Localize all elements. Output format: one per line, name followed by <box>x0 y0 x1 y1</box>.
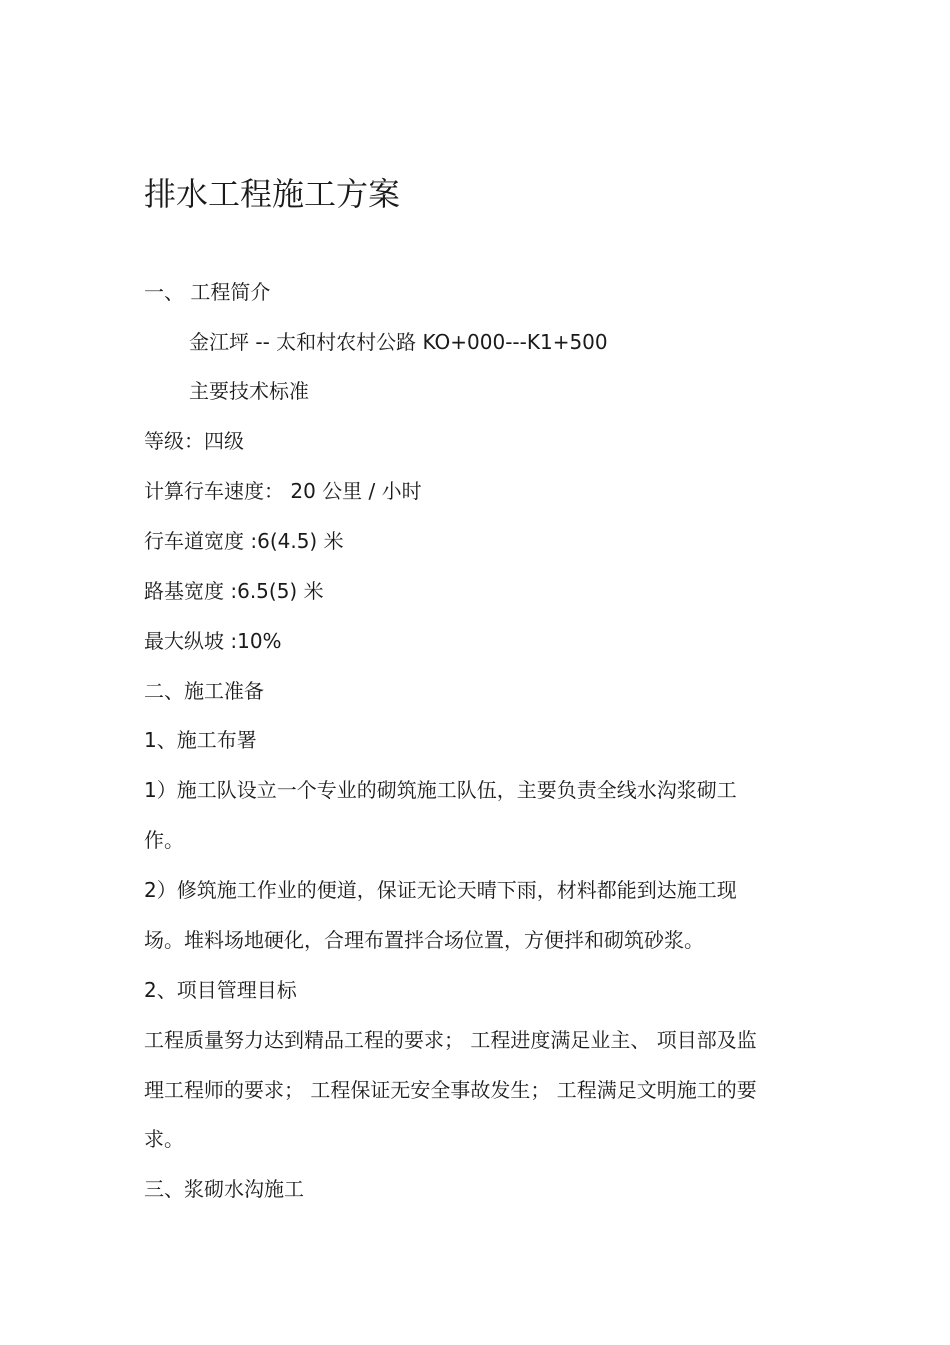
subsection-heading-1: 1、施工布署 <box>144 728 257 752</box>
lane-width-line: 行车道宽度 :6(4.5) 米 <box>144 529 344 553</box>
paragraph-line: 2）修筑施工作业的便道，保证无论天晴下雨，材料都能到达施工现 <box>144 878 737 902</box>
paragraph-line: 作。 <box>144 828 184 852</box>
paragraph-line: 1）施工队设立一个专业的砌筑施工队伍，主要负责全线水沟浆砌工 <box>144 778 737 802</box>
grade-line: 等级：四级 <box>144 429 244 453</box>
section-heading-2: 二、施工准备 <box>144 679 264 703</box>
subsection-heading-2: 2、项目管理目标 <box>144 978 297 1002</box>
section-heading-1: 一、 工程简介 <box>144 280 271 304</box>
max-grade-line: 最大纵坡 :10% <box>144 629 282 653</box>
paragraph-line: 工程质量努力达到精品工程的要求； 工程进度满足业主、 项目部及监 <box>144 1028 757 1052</box>
tech-standards-heading: 主要技术标准 <box>189 379 309 403</box>
section-heading-3: 三、浆砌水沟施工 <box>144 1177 304 1201</box>
paragraph-line: 场。堆料场地硬化，合理布置拌合场位置，方便拌和砌筑砂浆。 <box>144 928 704 952</box>
paragraph-line: 理工程师的要求； 工程保证无安全事故发生； 工程满足文明施工的要 <box>144 1078 757 1102</box>
document-title: 排水工程施工方案 <box>144 175 401 213</box>
roadbed-width-line: 路基宽度 :6.5(5) 米 <box>144 579 324 603</box>
paragraph-line: 求。 <box>144 1127 184 1151</box>
project-route-line: 金江坪 -- 太和村农村公路 KO+000---K1+500 <box>189 330 608 354</box>
design-speed-line: 计算行车速度： 20 公里 / 小时 <box>144 479 422 503</box>
